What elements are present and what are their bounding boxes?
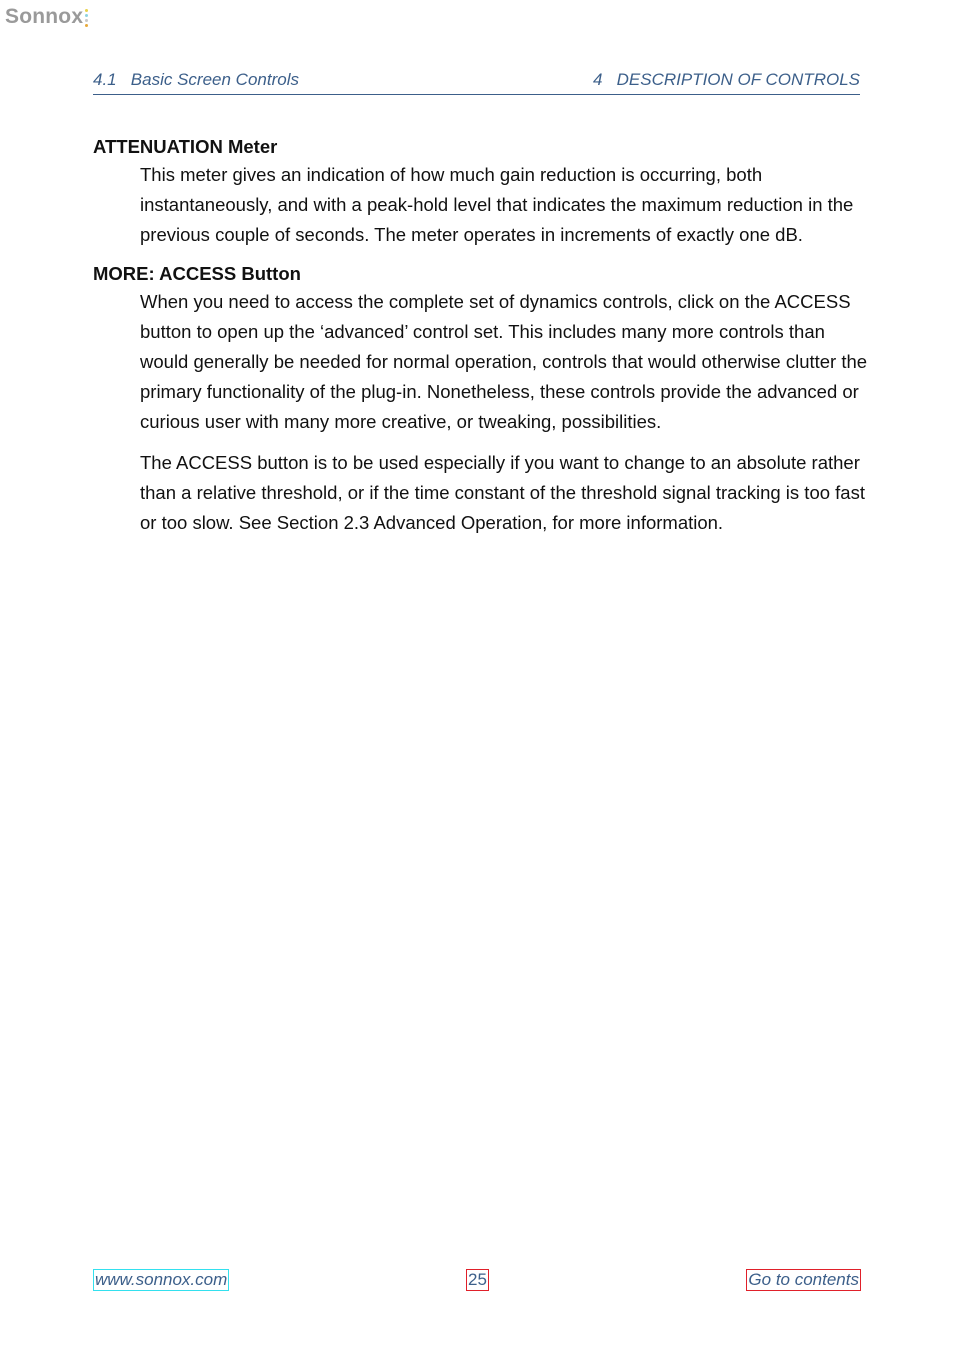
section-paragraph: When you need to access the complete set of dynamics controls, click on the ACCESS button to open up the ‘advanced’ control set. This includes many more controls than would generally be needed for normal operation, controls that would otherwise clutter the primary functionality of the plug-in. Nonetheless, these controls provide the advanced or curious user with many more creative, or tweaking, possibilities. <box>140 290 868 433</box>
page-body <box>93 134 868 538</box>
page-number-link[interactable]: 25 <box>468 1270 487 1289</box>
header-section-title: 4.1 Basic Screen Controls <box>93 70 299 89</box>
section-paragraph: The ACCESS button is to be used especially if you want to change to an absolute rather than a relative threshold, or if the time constant of the threshold signal tracking is too fast or too slow. See Section 2.3 Advanced Operation, for more information. <box>140 451 865 534</box>
logo-dot <box>85 24 88 27</box>
logo-dot <box>85 14 88 17</box>
sonnox-logo <box>5 4 88 30</box>
running-header <box>93 70 860 95</box>
section-paragraph: This meter gives an indication of how much gain reduction is occurring, both instantaneously, and with a peak-hold level that indicates the maximum reduction in the previous couple of seconds. The meter operates in increments of exactly one dB. <box>140 164 854 246</box>
header-chapter-title: 4 DESCRIPTION OF CONTROLS <box>592 70 860 89</box>
logo-text: Sonnox <box>5 5 84 28</box>
section-heading: MORE: ACCESS Button <box>93 262 301 284</box>
logo-dot <box>85 19 88 22</box>
website-link[interactable]: www.sonnox.com <box>95 1270 228 1289</box>
logo-dots-icon <box>85 9 88 27</box>
section-heading: ATTENUATION Meter <box>93 136 278 157</box>
go-to-contents-link[interactable]: Go to contents <box>748 1270 859 1289</box>
section-attenuation-meter <box>93 134 868 251</box>
logo-dot <box>85 9 88 12</box>
section-access-button <box>93 261 868 539</box>
